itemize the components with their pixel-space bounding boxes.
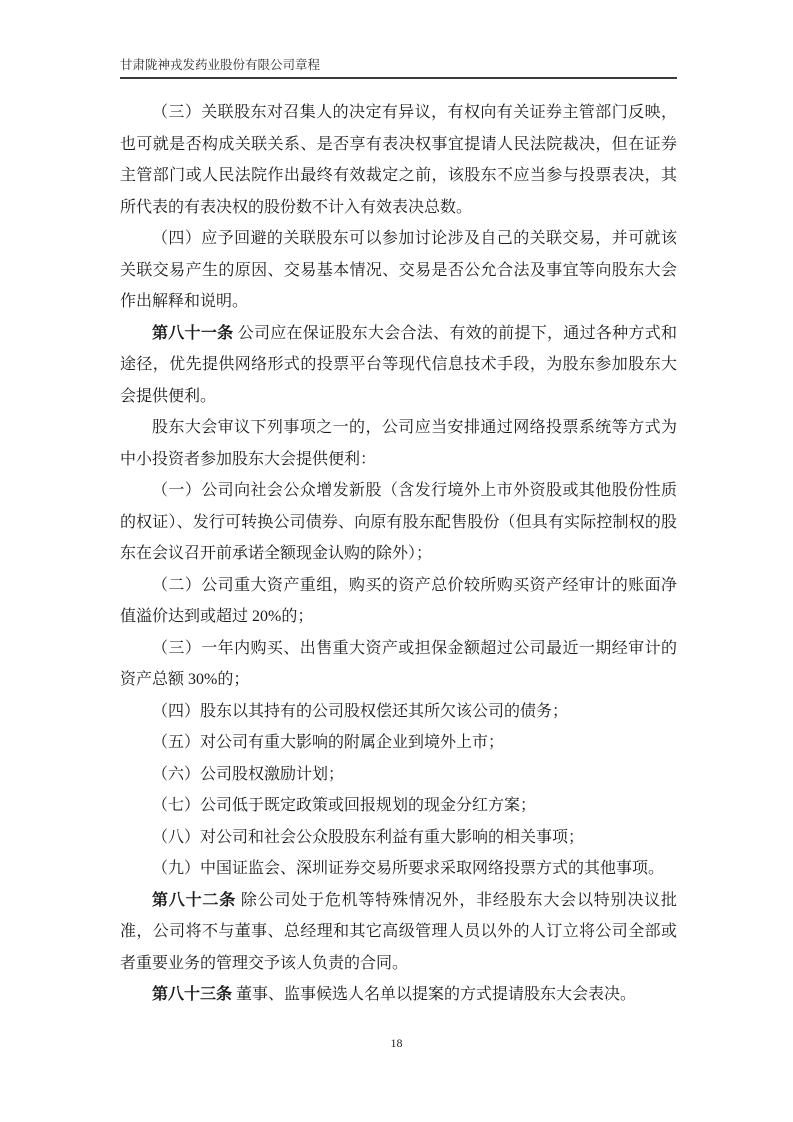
paragraph [120, 853, 677, 885]
paragraph [120, 223, 677, 318]
page-header [120, 55, 677, 79]
paragraph-text: （五）对公司有重大影响的附属企业到境外上市； [152, 734, 505, 751]
article-paragraph [120, 979, 677, 1011]
paragraph [120, 633, 677, 696]
paragraph [120, 727, 677, 759]
paragraph [120, 412, 677, 475]
paragraph-text: 公司应在保证股东大会合法、有效的前提下，通过各种方式和途径，优先提供网络形式的投票平台等现代信息技术手段，为股东参加股东大会提供便利。 [120, 324, 677, 405]
paragraph [120, 759, 677, 791]
paragraph [120, 475, 677, 570]
paragraph [120, 696, 677, 728]
paragraph-text: 股东大会审议下列事项之一的，公司应当安排通过网络投票系统等方式为中小投资者参加股东大会提供便利： [120, 419, 677, 468]
paragraph-text: （一）公司向社会公众增发新股（含发行境外上市外资股或其他股份性质的权证）、发行可转换公司债券、向原有股东配售股份（但具有实际控制权的股东在会议召开前承诺全额现金认购的除外）； [120, 482, 677, 562]
paragraph [120, 97, 677, 223]
paragraph-text: （九）中国证监会、深圳证券交易所要求采取网络投票方式的其他事项。 [152, 860, 665, 877]
paragraph-text: （三）关联股东对召集人的决定有异议，有权向有关证券主管部门反映，也可就是否构成关联关系、是否享有表决权事宜提请人民法院裁决，但在证券主管部门或人民法院作出最终有效裁定之前，该股东不应当参与投票表决，其所代表的有表决权的股份数不计入有效表决总数。 [120, 104, 677, 216]
paragraph-text: （三）一年内购买、出售重大资产或担保金额超过公司最近一期经审计的资产总额 30%的； [120, 639, 677, 688]
paragraph [120, 570, 677, 633]
paragraph [120, 822, 677, 854]
article-paragraph [120, 318, 677, 413]
page-footer [0, 1036, 793, 1051]
paragraph-text: 除公司处于危机等特殊情况外，非经股东大会以特别决议批准，公司将不与董事、总经理和其它高级管理人员以外的人订立将公司全部或者重要业务的管理交予该人负责的合同。 [120, 891, 677, 972]
article-number: 第八十二条 [152, 891, 237, 909]
paragraph-text: （六）公司股权激励计划； [152, 765, 345, 783]
article-number: 第八十一条 [152, 324, 234, 342]
paragraph-text: （七）公司低于既定政策或回报规划的现金分红方案； [152, 797, 537, 814]
paragraph-text: 董事、监事候选人名单以提案的方式提请股东大会表决。 [236, 986, 637, 1003]
paragraph [120, 790, 677, 822]
article-paragraph [120, 885, 677, 980]
header-title: 甘肃陇神戎发药业股份有限公司章程 [120, 58, 321, 72]
page-number: 18 [390, 1036, 403, 1050]
paragraph-text: （二）公司重大资产重组，购买的资产总价较所购买资产经审计的账面净值溢价达到或超过 20%的； [120, 576, 677, 625]
document-body [120, 97, 677, 1011]
paragraph-text: （八）对公司和社会公众股股东利益有重大影响的相关事项； [152, 828, 585, 846]
article-number: 第八十三条 [152, 986, 233, 1003]
paragraph-text: （四）股东以其持有的公司股权偿还其所欠该公司的债务； [152, 702, 569, 720]
paragraph-text: （四）应予回避的关联股东可以参加讨论涉及自己的关联交易，并可就该关联交易产生的原因、交易基本情况、交易是否公允合法及事宜等向股东大会作出解释和说明。 [120, 230, 677, 310]
